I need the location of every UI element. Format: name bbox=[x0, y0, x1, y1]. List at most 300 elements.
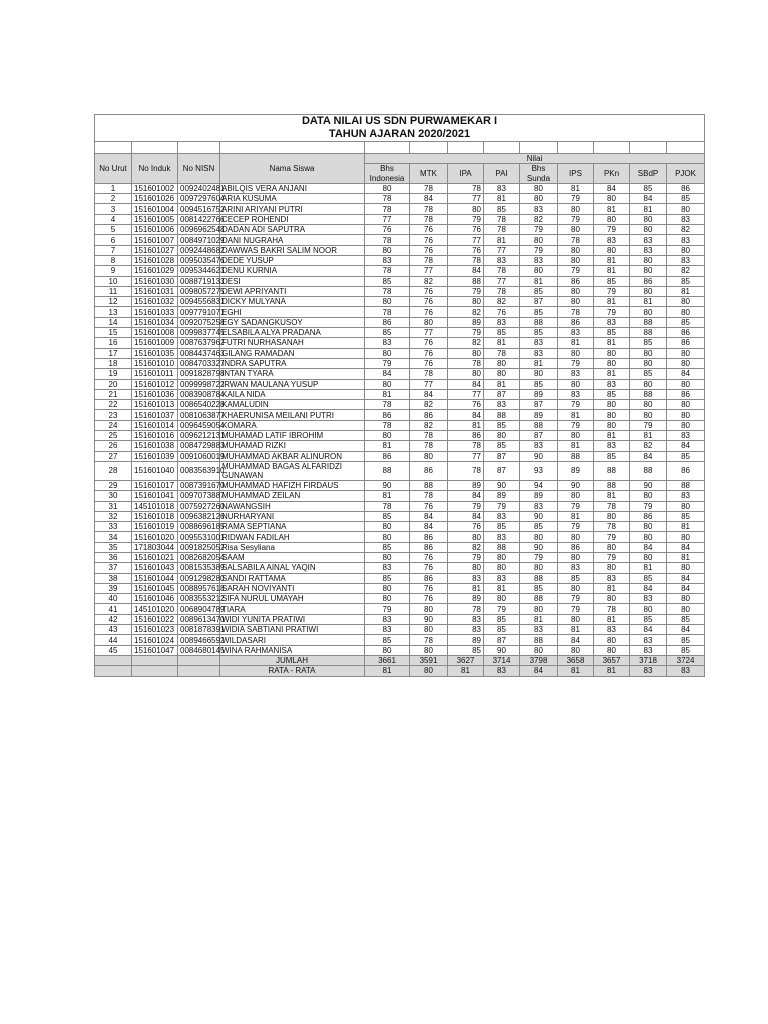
rata-value: 84 bbox=[520, 666, 558, 676]
nilai-mtk: 76 bbox=[410, 583, 448, 593]
nilai-sbdp: 80 bbox=[630, 410, 667, 420]
sheet-title: DATA NILAI US SDN PURWAMEKAR I bbox=[95, 115, 705, 129]
nilai-sbdp: 81 bbox=[630, 204, 667, 214]
no-induk: 151601005 bbox=[132, 214, 178, 224]
no-induk: 151601004 bbox=[132, 204, 178, 214]
nilai-ipa: 76 bbox=[448, 245, 484, 255]
nilai-bhs-indonesia: 85 bbox=[365, 635, 410, 645]
nilai-mtk: 77 bbox=[410, 379, 448, 389]
nilai-ipa: 77 bbox=[448, 235, 484, 245]
nilai-pkn: 79 bbox=[594, 532, 630, 542]
nama-siswa: SALSABILA AINAL YAQIN bbox=[220, 563, 365, 573]
nilai-ipa: 79 bbox=[448, 214, 484, 224]
table-row bbox=[95, 297, 705, 307]
table-row bbox=[95, 480, 705, 490]
nilai-ips: 80 bbox=[558, 255, 594, 265]
no-nisn: 0081063877 bbox=[178, 410, 220, 420]
no-urut: 10 bbox=[95, 276, 132, 286]
rata-value: 81 bbox=[558, 666, 594, 676]
nilai-pjok: 85 bbox=[667, 317, 705, 327]
nilai-bhs-indonesia: 78 bbox=[365, 204, 410, 214]
nilai-ipa: 84 bbox=[448, 266, 484, 276]
header-bhs-sunda-1: Bhs bbox=[520, 164, 558, 174]
nilai-pai: 85 bbox=[484, 328, 520, 338]
nilai-bhs-sunda: 87 bbox=[520, 297, 558, 307]
header-nilai: Nilai bbox=[365, 154, 705, 164]
nilai-sbdp: 85 bbox=[630, 183, 667, 193]
no-nisn: 0082682054 bbox=[178, 552, 220, 562]
nilai-bhs-sunda: 85 bbox=[520, 522, 558, 532]
nilai-mtk: 86 bbox=[410, 461, 448, 480]
nilai-mtk: 76 bbox=[410, 594, 448, 604]
no-nisn: 0084703327 bbox=[178, 358, 220, 368]
nilai-ipa: 83 bbox=[448, 614, 484, 624]
nilai-ips: 79 bbox=[558, 266, 594, 276]
no-urut: 24 bbox=[95, 420, 132, 430]
no-nisn: 0094556831 bbox=[178, 297, 220, 307]
nilai-pai: 79 bbox=[484, 501, 520, 511]
nilai-ips: 79 bbox=[558, 522, 594, 532]
no-urut: 22 bbox=[95, 400, 132, 410]
nilai-bhs-sunda: 80 bbox=[520, 266, 558, 276]
header-no-induk: No Induk bbox=[132, 154, 178, 184]
nilai-ipa: 84 bbox=[448, 379, 484, 389]
nilai-pkn: 80 bbox=[594, 348, 630, 358]
nilai-mtk: 78 bbox=[410, 491, 448, 501]
no-urut: 23 bbox=[95, 410, 132, 420]
nilai-sbdp: 80 bbox=[630, 266, 667, 276]
nilai-sbdp: 80 bbox=[630, 532, 667, 542]
nilai-sbdp: 83 bbox=[630, 594, 667, 604]
nilai-bhs-sunda: 87 bbox=[520, 400, 558, 410]
no-nisn: 0084680145 bbox=[178, 645, 220, 655]
nilai-ipa: 83 bbox=[448, 625, 484, 635]
no-nisn: 0094516752 bbox=[178, 204, 220, 214]
no-induk: 151601014 bbox=[132, 420, 178, 430]
nilai-ips: 81 bbox=[558, 410, 594, 420]
nilai-sbdp: 85 bbox=[630, 338, 667, 348]
jumlah-label: JUMLAH bbox=[220, 655, 365, 665]
no-nisn: 0068904789 bbox=[178, 604, 220, 614]
no-urut: 31 bbox=[95, 501, 132, 511]
no-urut: 45 bbox=[95, 645, 132, 655]
nama-siswa: ARINI ARIYANI PUTRI bbox=[220, 204, 365, 214]
nilai-ips: 79 bbox=[558, 594, 594, 604]
nilai-bhs-indonesia: 80 bbox=[365, 379, 410, 389]
nilai-pkn: 79 bbox=[594, 552, 630, 562]
nilai-sbdp: 85 bbox=[630, 369, 667, 379]
nilai-bhs-indonesia: 80 bbox=[365, 183, 410, 193]
nilai-ips: 81 bbox=[558, 183, 594, 193]
nilai-pkn: 81 bbox=[594, 297, 630, 307]
nilai-pai: 78 bbox=[484, 214, 520, 224]
no-urut: 26 bbox=[95, 441, 132, 451]
nilai-bhs-sunda: 81 bbox=[520, 276, 558, 286]
nilai-pjok: 80 bbox=[667, 501, 705, 511]
nilai-pai: 77 bbox=[484, 276, 520, 286]
no-induk: 151601037 bbox=[132, 410, 178, 420]
nilai-ipa: 79 bbox=[448, 501, 484, 511]
nilai-pjok: 82 bbox=[667, 225, 705, 235]
nilai-pjok: 85 bbox=[667, 614, 705, 624]
nilai-pjok: 83 bbox=[667, 235, 705, 245]
nilai-pjok: 83 bbox=[667, 491, 705, 501]
nilai-pai: 83 bbox=[484, 317, 520, 327]
nilai-sbdp: 90 bbox=[630, 480, 667, 490]
nilai-bhs-indonesia: 84 bbox=[365, 369, 410, 379]
nilai-pkn: 88 bbox=[594, 461, 630, 480]
nilai-pjok: 80 bbox=[667, 532, 705, 542]
nilai-pkn: 85 bbox=[594, 328, 630, 338]
table-row bbox=[95, 358, 705, 368]
jumlah-value: 3661 bbox=[365, 655, 410, 665]
nilai-mtk: 76 bbox=[410, 563, 448, 573]
no-induk: 151601013 bbox=[132, 400, 178, 410]
nilai-pkn: 80 bbox=[594, 645, 630, 655]
no-induk: 151601036 bbox=[132, 389, 178, 399]
nilai-bhs-indonesia: 81 bbox=[365, 389, 410, 399]
nilai-pai: 87 bbox=[484, 461, 520, 480]
nilai-pjok: 82 bbox=[667, 266, 705, 276]
header-bhs-indonesia-1: Bhs bbox=[365, 164, 410, 174]
nilai-bhs-indonesia: 78 bbox=[365, 194, 410, 204]
nilai-pjok: 85 bbox=[667, 645, 705, 655]
nilai-mtk: 86 bbox=[410, 573, 448, 583]
nilai-ips: 80 bbox=[558, 204, 594, 214]
no-urut: 18 bbox=[95, 358, 132, 368]
table-row bbox=[95, 532, 705, 542]
nilai-mtk: 77 bbox=[410, 328, 448, 338]
no-nisn: 0083563910 bbox=[178, 461, 220, 480]
nilai-pjok: 86 bbox=[667, 183, 705, 193]
nilai-ips: 80 bbox=[558, 225, 594, 235]
nama-siswa: MUHAMMAD HAFIZH FIRDAUS bbox=[220, 480, 365, 490]
nilai-ips: 79 bbox=[558, 501, 594, 511]
table-row bbox=[95, 348, 705, 358]
no-nisn: 0099837745 bbox=[178, 328, 220, 338]
nilai-ips: 83 bbox=[558, 563, 594, 573]
nilai-bhs-indonesia: 85 bbox=[365, 328, 410, 338]
nilai-sbdp: 82 bbox=[630, 441, 667, 451]
nilai-ipa: 85 bbox=[448, 645, 484, 655]
rata-value: 81 bbox=[365, 666, 410, 676]
table-row bbox=[95, 328, 705, 338]
nilai-ips: 85 bbox=[558, 573, 594, 583]
rata-value: 81 bbox=[594, 666, 630, 676]
no-induk: 151601012 bbox=[132, 379, 178, 389]
no-induk: 151601020 bbox=[132, 532, 178, 542]
no-urut: 1 bbox=[95, 183, 132, 193]
no-induk: 151601040 bbox=[132, 461, 178, 480]
jumlah-value: 3718 bbox=[630, 655, 667, 665]
nilai-sbdp: 85 bbox=[630, 614, 667, 624]
nilai-pai: 88 bbox=[484, 542, 520, 552]
nilai-sbdp: 80 bbox=[630, 491, 667, 501]
no-induk: 145101018 bbox=[132, 501, 178, 511]
no-urut: 32 bbox=[95, 511, 132, 521]
no-induk: 151601023 bbox=[132, 625, 178, 635]
nama-siswa: SARAH NOVIYANTI bbox=[220, 583, 365, 593]
nilai-pkn: 83 bbox=[594, 625, 630, 635]
header-bhs-indonesia-2: Indonesia bbox=[365, 174, 410, 184]
nilai-bhs-sunda: 80 bbox=[520, 604, 558, 614]
table-row bbox=[95, 307, 705, 317]
rata-value: 80 bbox=[410, 666, 448, 676]
no-urut: 42 bbox=[95, 614, 132, 624]
nilai-pkn: 81 bbox=[594, 266, 630, 276]
table-row bbox=[95, 317, 705, 327]
table-row bbox=[95, 451, 705, 461]
nilai-ips: 80 bbox=[558, 491, 594, 501]
nilai-mtk: 86 bbox=[410, 542, 448, 552]
nilai-bhs-indonesia: 78 bbox=[365, 307, 410, 317]
nilai-sbdp: 81 bbox=[630, 431, 667, 441]
nilai-mtk: 76 bbox=[410, 297, 448, 307]
nilai-ipa: 76 bbox=[448, 522, 484, 532]
nama-siswa: Risa Sesyliana bbox=[220, 542, 365, 552]
nilai-sbdp: 88 bbox=[630, 317, 667, 327]
nilai-ipa: 77 bbox=[448, 389, 484, 399]
nilai-pjok: 80 bbox=[667, 379, 705, 389]
nilai-bhs-sunda: 83 bbox=[520, 348, 558, 358]
nilai-pai: 80 bbox=[484, 369, 520, 379]
nilai-mtk: 84 bbox=[410, 522, 448, 532]
nilai-bhs-sunda: 88 bbox=[520, 317, 558, 327]
nilai-pjok: 80 bbox=[667, 348, 705, 358]
nilai-mtk: 78 bbox=[410, 255, 448, 265]
no-nisn: 0091828798 bbox=[178, 369, 220, 379]
nilai-ipa: 81 bbox=[448, 420, 484, 430]
nama-siswa: ABILQIS VERA ANJANI bbox=[220, 183, 365, 193]
no-nisn: 0092075258 bbox=[178, 317, 220, 327]
table-row bbox=[95, 235, 705, 245]
no-induk: 151601002 bbox=[132, 183, 178, 193]
nilai-mtk: 76 bbox=[410, 307, 448, 317]
nama-siswa: KHAERUNISA MEILANI PUTRI bbox=[220, 410, 365, 420]
table-row bbox=[95, 286, 705, 296]
no-induk: 151601007 bbox=[132, 235, 178, 245]
nilai-bhs-indonesia: 83 bbox=[365, 625, 410, 635]
nilai-mtk: 78 bbox=[410, 431, 448, 441]
no-nisn: 0097297604 bbox=[178, 194, 220, 204]
nilai-bhs-indonesia: 85 bbox=[365, 511, 410, 521]
nilai-pai: 90 bbox=[484, 645, 520, 655]
nama-siswa: DANI NUGRAHA bbox=[220, 235, 365, 245]
nilai-sbdp: 80 bbox=[630, 552, 667, 562]
header-no-nisn: No NISN bbox=[178, 154, 220, 184]
table-row bbox=[95, 245, 705, 255]
nilai-pkn: 79 bbox=[594, 225, 630, 235]
table-row bbox=[95, 583, 705, 593]
nilai-mtk: 76 bbox=[410, 286, 448, 296]
table-row bbox=[95, 563, 705, 573]
no-induk: 151601030 bbox=[132, 276, 178, 286]
nilai-ipa: 84 bbox=[448, 511, 484, 521]
nilai-pai: 78 bbox=[484, 225, 520, 235]
nilai-pjok: 80 bbox=[667, 604, 705, 614]
nilai-pkn: 81 bbox=[594, 431, 630, 441]
nilai-pkn: 85 bbox=[594, 276, 630, 286]
nilai-ipa: 77 bbox=[448, 194, 484, 204]
nilai-pjok: 84 bbox=[667, 542, 705, 552]
nilai-bhs-indonesia: 80 bbox=[365, 552, 410, 562]
nilai-bhs-indonesia: 79 bbox=[365, 604, 410, 614]
nilai-ips: 80 bbox=[558, 348, 594, 358]
no-urut: 15 bbox=[95, 328, 132, 338]
nilai-mtk: 76 bbox=[410, 338, 448, 348]
nilai-bhs-indonesia: 83 bbox=[365, 255, 410, 265]
nama-siswa: CECEP ROHENDI bbox=[220, 214, 365, 224]
table-row bbox=[95, 441, 705, 451]
nilai-pkn: 85 bbox=[594, 451, 630, 461]
nilai-pai: 83 bbox=[484, 511, 520, 521]
no-urut: 33 bbox=[95, 522, 132, 532]
nilai-bhs-sunda: 83 bbox=[520, 255, 558, 265]
no-urut: 21 bbox=[95, 389, 132, 399]
nilai-pjok: 86 bbox=[667, 389, 705, 399]
no-induk: 151601021 bbox=[132, 552, 178, 562]
no-urut: 44 bbox=[95, 635, 132, 645]
no-nisn: 0088719133 bbox=[178, 276, 220, 286]
nilai-pai: 80 bbox=[484, 552, 520, 562]
no-induk: 151601016 bbox=[132, 431, 178, 441]
nilai-sbdp: 80 bbox=[630, 522, 667, 532]
nilai-pkn: 78 bbox=[594, 501, 630, 511]
no-urut: 28 bbox=[95, 461, 132, 480]
nilai-mtk: 80 bbox=[410, 625, 448, 635]
table-row bbox=[95, 614, 705, 624]
table-row bbox=[95, 604, 705, 614]
nilai-pjok: 81 bbox=[667, 286, 705, 296]
nilai-pjok: 80 bbox=[667, 307, 705, 317]
nama-siswa: ARIA KUSUMA bbox=[220, 194, 365, 204]
table-row bbox=[95, 420, 705, 430]
nilai-pai: 83 bbox=[484, 183, 520, 193]
nilai-bhs-indonesia: 78 bbox=[365, 286, 410, 296]
nama-siswa: SANDI RATTAMA bbox=[220, 573, 365, 583]
nilai-bhs-indonesia: 80 bbox=[365, 297, 410, 307]
no-induk: 151601009 bbox=[132, 338, 178, 348]
nilai-pai: 80 bbox=[484, 358, 520, 368]
header-no-urut: No Urut bbox=[95, 154, 132, 184]
header-pkn: PKn bbox=[594, 164, 630, 184]
table-row bbox=[95, 338, 705, 348]
nilai-ipa: 78 bbox=[448, 255, 484, 265]
nilai-bhs-sunda: 80 bbox=[520, 369, 558, 379]
nilai-pjok: 85 bbox=[667, 194, 705, 204]
nilai-bhs-indonesia: 86 bbox=[365, 317, 410, 327]
nilai-pkn: 83 bbox=[594, 441, 630, 451]
nilai-pjok: 86 bbox=[667, 338, 705, 348]
nama-siswa: EGY SADANGKUSOY bbox=[220, 317, 365, 327]
table-row bbox=[95, 522, 705, 532]
nilai-pai: 85 bbox=[484, 614, 520, 624]
table-row bbox=[95, 625, 705, 635]
no-nisn: 0095344623 bbox=[178, 266, 220, 276]
nilai-sbdp: 80 bbox=[630, 307, 667, 317]
nilai-pai: 77 bbox=[484, 245, 520, 255]
nilai-pjok: 80 bbox=[667, 297, 705, 307]
nilai-ips: 83 bbox=[558, 328, 594, 338]
nilai-bhs-sunda: 79 bbox=[520, 225, 558, 235]
no-urut: 7 bbox=[95, 245, 132, 255]
table-row bbox=[95, 410, 705, 420]
nama-siswa: WIDIA SABTIANI PRATIWI bbox=[220, 625, 365, 635]
no-nisn: 0088696185 bbox=[178, 522, 220, 532]
nilai-pkn: 79 bbox=[594, 307, 630, 317]
nilai-ipa: 82 bbox=[448, 307, 484, 317]
nilai-ipa: 80 bbox=[448, 532, 484, 542]
no-induk: 151601022 bbox=[132, 614, 178, 624]
nilai-pai: 80 bbox=[484, 594, 520, 604]
no-urut: 41 bbox=[95, 604, 132, 614]
nilai-ipa: 78 bbox=[448, 604, 484, 614]
grade-table bbox=[94, 114, 705, 677]
nilai-ips: 81 bbox=[558, 625, 594, 635]
nilai-pjok: 84 bbox=[667, 625, 705, 635]
no-urut: 38 bbox=[95, 573, 132, 583]
nilai-ipa: 80 bbox=[448, 204, 484, 214]
nilai-bhs-indonesia: 78 bbox=[365, 420, 410, 430]
nilai-sbdp: 83 bbox=[630, 645, 667, 655]
no-urut: 3 bbox=[95, 204, 132, 214]
jumlah-value: 3627 bbox=[448, 655, 484, 665]
nilai-mtk: 76 bbox=[410, 348, 448, 358]
nilai-sbdp: 86 bbox=[630, 511, 667, 521]
no-nisn: 0091825052 bbox=[178, 542, 220, 552]
no-urut: 11 bbox=[95, 286, 132, 296]
nilai-mtk: 82 bbox=[410, 420, 448, 430]
nilai-bhs-indonesia: 88 bbox=[365, 461, 410, 480]
rata-value: 83 bbox=[484, 666, 520, 676]
table-row bbox=[95, 389, 705, 399]
no-induk: 151601006 bbox=[132, 225, 178, 235]
no-nisn: 0087637962 bbox=[178, 338, 220, 348]
nilai-pkn: 85 bbox=[594, 389, 630, 399]
no-nisn: 0087391670 bbox=[178, 480, 220, 490]
nilai-bhs-sunda: 83 bbox=[520, 625, 558, 635]
nilai-ips: 81 bbox=[558, 441, 594, 451]
no-urut: 13 bbox=[95, 307, 132, 317]
nilai-pkn: 80 bbox=[594, 594, 630, 604]
nilai-mtk: 78 bbox=[410, 441, 448, 451]
no-induk: 151601035 bbox=[132, 348, 178, 358]
nilai-ips: 88 bbox=[558, 451, 594, 461]
nama-siswa: IRWAN MAULANA YUSUP bbox=[220, 379, 365, 389]
no-urut: 12 bbox=[95, 297, 132, 307]
nilai-ips: 78 bbox=[558, 235, 594, 245]
table-row bbox=[95, 369, 705, 379]
nilai-sbdp: 84 bbox=[630, 451, 667, 461]
no-urut: 27 bbox=[95, 451, 132, 461]
nilai-ips: 81 bbox=[558, 338, 594, 348]
nilai-pkn: 81 bbox=[594, 614, 630, 624]
nilai-pai: 90 bbox=[484, 480, 520, 490]
nilai-sbdp: 80 bbox=[630, 348, 667, 358]
nilai-bhs-sunda: 89 bbox=[520, 389, 558, 399]
no-urut: 29 bbox=[95, 480, 132, 490]
nilai-pkn: 81 bbox=[594, 255, 630, 265]
nilai-pkn: 81 bbox=[594, 369, 630, 379]
nilai-bhs-sunda: 83 bbox=[520, 501, 558, 511]
nilai-sbdp: 80 bbox=[630, 604, 667, 614]
nilai-mtk: 78 bbox=[410, 369, 448, 379]
jumlah-value: 3658 bbox=[558, 655, 594, 665]
nilai-pkn: 78 bbox=[594, 604, 630, 614]
nilai-sbdp: 84 bbox=[630, 625, 667, 635]
nilai-ipa: 88 bbox=[448, 276, 484, 286]
nilai-pai: 85 bbox=[484, 625, 520, 635]
